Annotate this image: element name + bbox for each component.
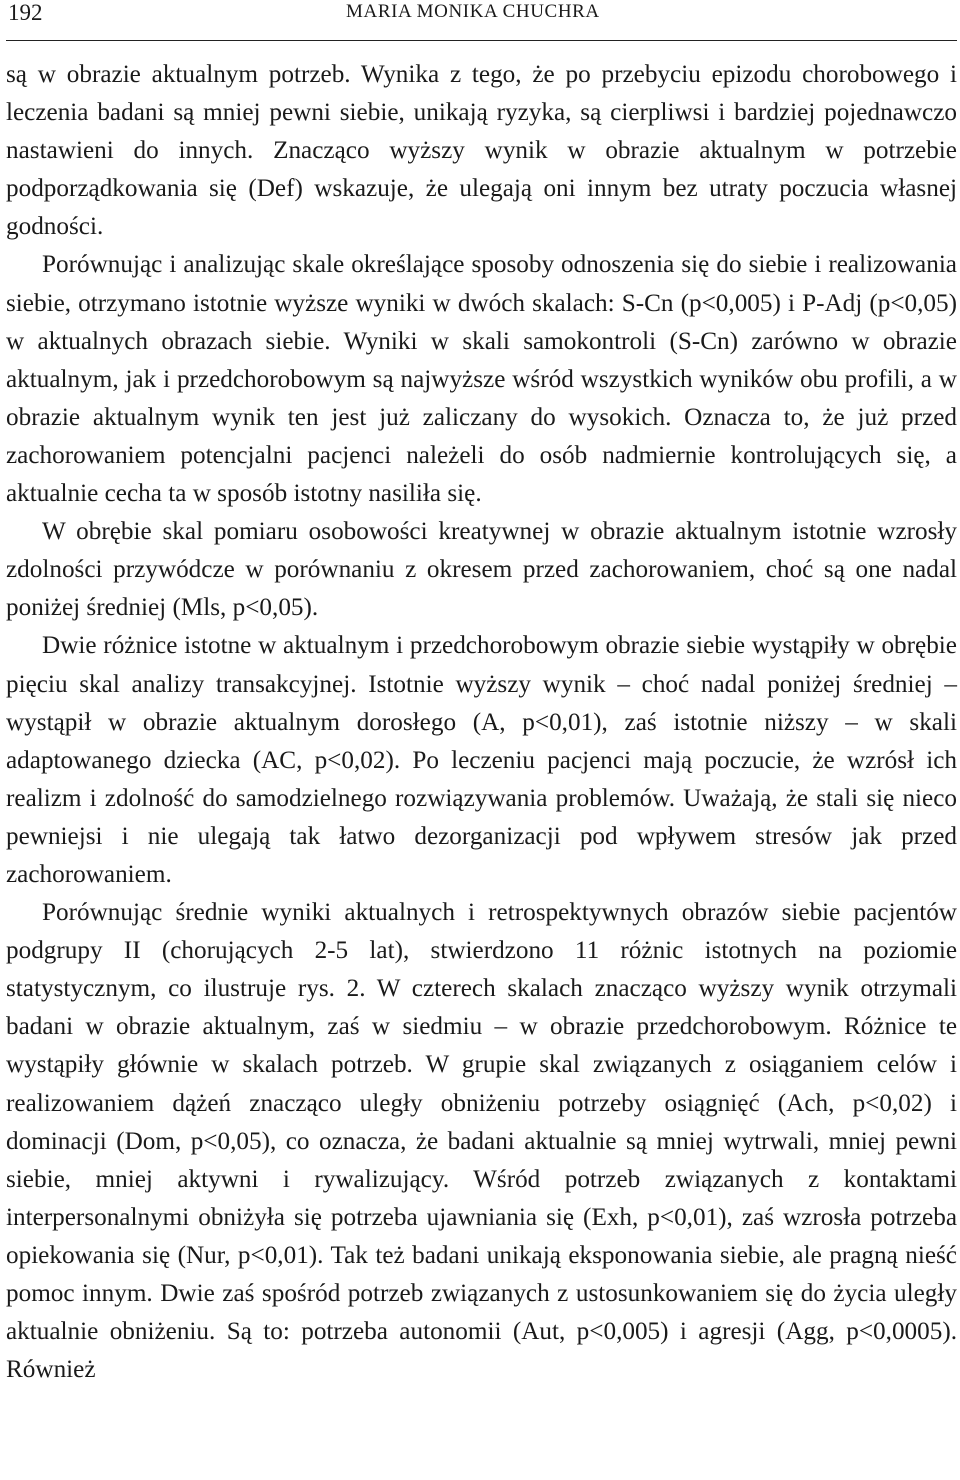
paragraph: Porównując średnie wyniki aktualnych i retrospektywnych obrazów siebie pacjentów podgrupy II (chorujących 2-5 lat), stwierdzono 11 różnic istotnych na poziomie statystycznym, co ilustruje rys. 2. W czterech skalach znacząco wyższy wynik otrzymali badani w obrazie aktualnym, zaś w siedmiu – w obrazie przedchorobowym. Różnice te wystąpiły głównie w skalach potrzeb. W grupie skal związanych z osiąganiem celów i realizowaniem dążeń znacząco uległy obniżeniu potrzeby osiągnięć (Ach, p<0,02) i dominacji (Dom, p<0,05), co oznacza, że badani aktualnie są mniej wytrwali, mniej pewni siebie, mniej aktywni i rywalizujący. Wśród potrzeb związanych z kontaktami interpersonalnymi obniżyła się potrzeba ujawniania się (Exh, p<0,01), zaś wzrosła potrzeba opiekowania się (Nur, p<0,01). Tak też badani unikają eksponowania siebie, ale pragną nieść pomoc innym. Dwie zaś spośród potrzeb związanych z ustosunkowaniem się do życia uległy aktualnie obniżeniu. Są to: potrzeba autonomii (Aut, p<0,005) i agresji (Agg, p<0,0005). Również [6,899,957,1384]
page-number: 192 [8,0,43,25]
paragraph: W obrębie skal pomiaru osobowości kreatywnej w obrazie aktualnym istotnie wzrosły zdolności przywódcze w porównaniu z okresem przed zachorowaniem, choć są one nadal poniżej średniej (Mls, p<0,05). [6,518,957,622]
body-text [6,56,957,1389]
paragraph: Porównując i analizując skale określające sposoby odnoszenia się do siebie i realizowania siebie, otrzymano istotnie wyższe wyniki w dwóch skalach: S-Cn (p<0,005) i P-Adj (p<0,05) w aktualnych obrazach siebie. Wyniki w skali samokontroli (S-Cn) zarówno w obrazie aktualnym, jak i przedchorobowym są najwyższe wśród wszystkich wyników obu profili, a w obrazie aktualnym wynik ten jest już zaliczany do wysokich. Oznacza to, że już przed zachorowaniem potencjalni pacjenci należeli do osób nadmiernie kontrolujących się, a aktualnie cecha ta w sposób istotny nasiliła się. [6,251,957,508]
paragraph: są w obrazie aktualnym potrzeb. Wynika z tego, że po przebyciu epizodu chorobowego i leczenia badani są mniej pewni siebie, unikają ryzyka, są cierpliwsi i bardziej pojednawczo nastawieni do innych. Znacząco wyższy wynik w obrazie aktualnym w potrzebie podporządkowania się (Def) wskazuje, że ulegają oni innym bez utraty poczucia własnej godności. [6,61,957,241]
document-page [6,0,957,1389]
running-head: MARIA MONIKA CHUCHRA [346,1,600,22]
paragraph: Dwie różnice istotne w aktualnym i przedchorobowym obrazie siebie wystąpiły w obrębie pięciu skal analizy transakcyjnej. Istotnie wyższy wynik – choć nadal poniżej średniej – wystąpił w obrazie aktualnym dorosłego (A, p<0,01), zaś istotnie niższy – w skali adaptowanego dziecka (AC, p<0,02). Po leczeniu pacjenci mają poczucie, że wzrósł ich realizm i zdolność do samodzielnego rozwiązywania problemów. Uważają, że stali się nieco pewniejsi i nie ulegają tak łatwo dezorganizacji pod wpływem stresów jak przed zachorowaniem. [6,632,957,888]
page-header [6,0,957,41]
